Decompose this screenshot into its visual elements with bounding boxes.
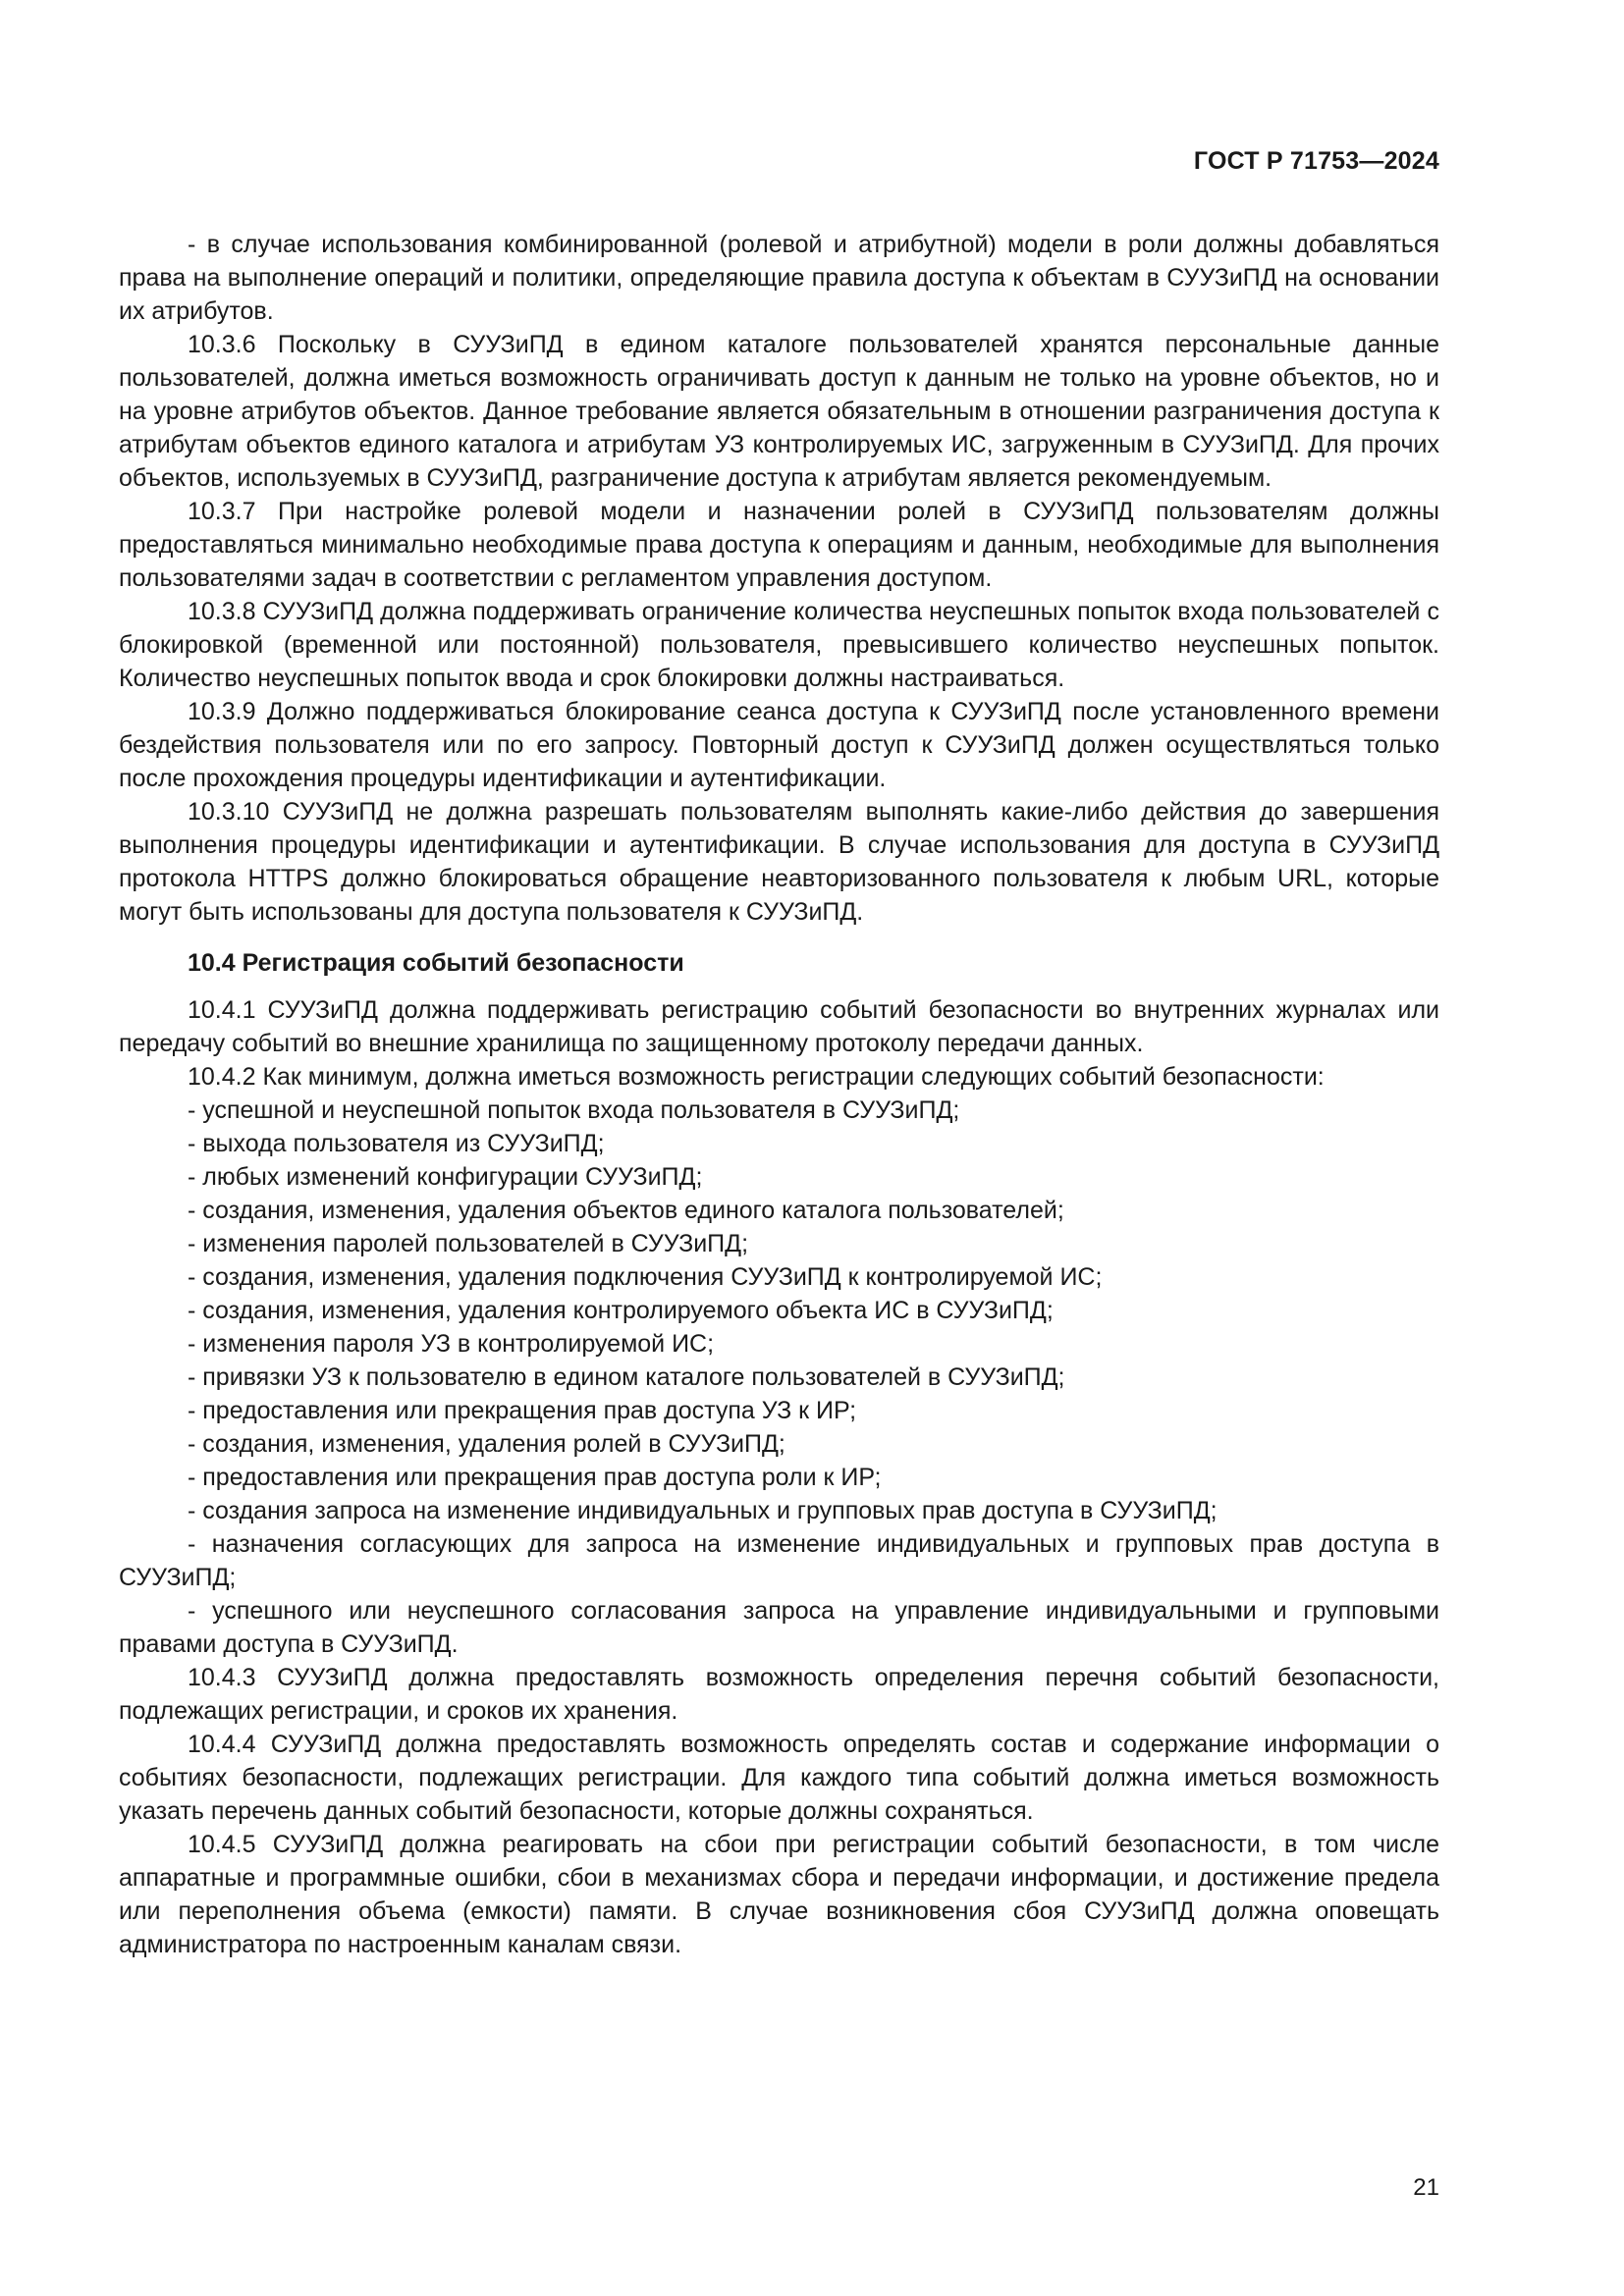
paragraph-10-4-5: 10.4.5 СУУЗиПД должна реагировать на сбои при регистрации событий безопасности, в том числе аппаратные и программные ошибки, сбои в механизмах сбора и передачи информации, и достижение предела или переполнения объема (емкости) памяти. В случае возникновения сбоя СУУЗиПД должна оповещать администратора по настроенным каналам связи. [119,1831,1439,1958]
paragraph: - в случае использования комбинированной (ролевой и атрибутной) модели в роли должны добавляться права на выполнение операций и политики, определяющие правила доступа к объектам в СУУЗиПД на основании их атрибутов. [119,231,1439,325]
list-item: - создания, изменения, удаления подключения СУУЗиПД к контролируемой ИС; [188,1263,1103,1291]
list-item: - создания, изменения, удаления контролируемого объекта ИС в СУУЗиПД; [188,1297,1054,1324]
paragraph-10-3-7: 10.3.7 При настройке ролевой модели и назначении ролей в СУУЗиПД пользователям должны предоставляться минимально необходимые права доступа к операциям и данным, необходимые для выполнения пользователями задач в соответствии с регламентом управления доступом. [119,498,1439,592]
paragraph-10-3-6: 10.3.6 Поскольку в СУУЗиПД в едином каталоге пользователей хранятся персональные данные пользователей, должна иметься возможность ограничивать доступ к данным не только на уровне объектов, но и на уровне атрибутов объектов. Данное требование является обязательным в отношении разграничения доступа к атрибутам объектов единого каталога и атрибутам УЗ контролируемых ИС, загруженным в СУУЗиПД. Для прочих объектов, используемых в СУУЗиПД, разграничение доступа к атрибутам является рекомендуемым. [119,331,1439,492]
paragraph-10-4-1: 10.4.1 СУУЗиПД должна поддерживать регистрацию событий безопасности во внутренних журналах или передачу событий во внешние хранилища по защищенному протоколу передачи данных. [119,996,1439,1057]
page-number: 21 [1413,2174,1439,2201]
list-item: - создания, изменения, удаления ролей в СУУЗиПД; [188,1430,785,1458]
list-item: - изменения пароля УЗ в контролируемой ИС; [188,1330,715,1358]
list-item: - любых изменений конфигурации СУУЗиПД; [188,1163,703,1191]
document-code-header: ГОСТ Р 71753—2024 [1193,147,1439,175]
list-item: - назначения согласующих для запроса на изменение индивидуальных и групповых прав доступа в СУУЗиПД; [119,1530,1439,1591]
paragraph-10-4-3: 10.4.3 СУУЗиПД должна предоставлять возможность определения перечня событий безопасности, подлежащих регистрации, и сроков их хранения. [119,1664,1439,1725]
list-item: - успешной и неуспешной попыток входа пользователя в СУУЗиПД; [188,1096,960,1124]
paragraph-10-3-9: 10.3.9 Должно поддерживаться блокирование сеанса доступа к СУУЗиПД после установленного времени бездействия пользователя или по его запросу. Повторный доступ к СУУЗиПД должен осуществляться только после прохождения процедуры идентификации и аутентификации. [119,698,1439,792]
list-item: - успешного или неуспешного согласования запроса на управление индивидуальными и групповыми правами доступа в СУУЗиПД. [119,1597,1439,1658]
list-item: - создания, изменения, удаления объектов единого каталога пользователей; [188,1197,1064,1224]
page-body [119,228,1439,1961]
paragraph-10-3-10: 10.3.10 СУУЗиПД не должна разрешать пользователям выполнять какие-либо действия до завершения выполнения процедуры идентификации и аутентификации. В случае использования для доступа в СУУЗиПД протокола HTTPS должно блокироваться обращение неавторизованного пользователя к любым URL, которые могут быть использованы для доступа пользователя к СУУЗиПД. [119,798,1439,926]
list-item: - привязки УЗ к пользователю в едином каталоге пользователей в СУУЗиПД; [188,1363,1065,1391]
events-list [119,1094,1439,1661]
list-item: - предоставления или прекращения прав доступа роли к ИР; [188,1464,882,1491]
paragraph-10-4-2: 10.4.2 Как минимум, должна иметься возможность регистрации следующих событий безопасности: [188,1063,1325,1091]
paragraph-10-3-8: 10.3.8 СУУЗиПД должна поддерживать ограничение количества неуспешных попыток входа пользователей с блокировкой (временной или постоянной) пользователя, превысившего количество неуспешных попыток. Количество неуспешных попыток ввода и срок блокировки должны настраиваться. [119,598,1439,692]
list-item: - создания запроса на изменение индивидуальных и групповых прав доступа в СУУЗиПД; [188,1497,1218,1524]
list-item: - предоставления или прекращения прав доступа УЗ к ИР; [188,1397,857,1424]
paragraph-10-4-4: 10.4.4 СУУЗиПД должна предоставлять возможность определять состав и содержание информации о событиях безопасности, подлежащих регистрации. Для каждого типа событий должна иметься возможность указать перечень данных событий безопасности, которые должны сохраняться. [119,1731,1439,1825]
section-heading-10-4: 10.4 Регистрация событий безопасности [188,949,684,977]
list-item: - выхода пользователя из СУУЗиПД; [188,1130,605,1157]
list-item: - изменения паролей пользователей в СУУЗиПД; [188,1230,749,1257]
